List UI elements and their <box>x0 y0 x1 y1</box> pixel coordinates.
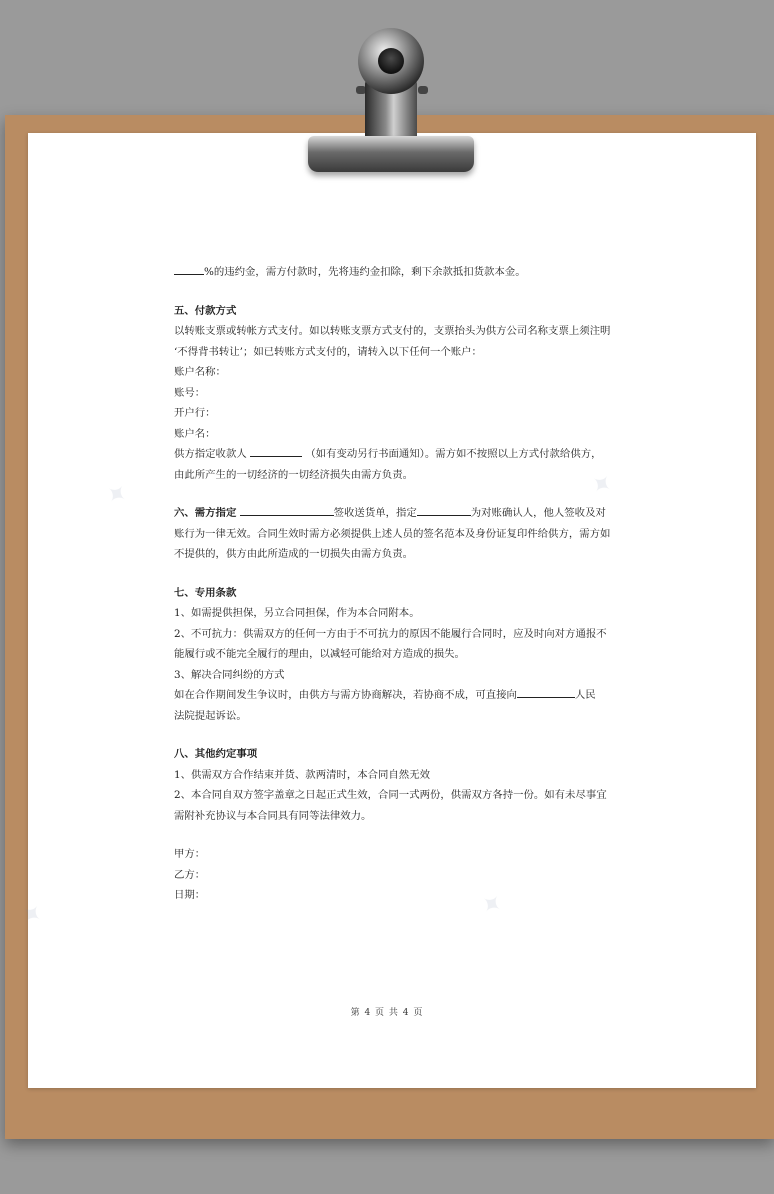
clip-hole <box>378 48 404 74</box>
payee-line2: 由此所产生的一切经济的一切经济损失由需方负责。 <box>174 468 413 481</box>
binder-clip-icon <box>308 136 474 172</box>
date-label: 日期： <box>174 889 206 901</box>
account-name-label: 账户名称： <box>174 366 226 378</box>
section7-line: 2、不可抗力：供需双方的任何一方由于不可抗力的原因不能履行合同时，应及时向对方通报不 <box>174 627 607 640</box>
document-body <box>174 262 614 906</box>
dispute-line: 如在合作期间发生争议时，由供方与需方协商解决，若协商不成，可直接向 人民 <box>174 685 614 706</box>
section7-line: 3、解决合同纠纷的方式 <box>174 668 285 681</box>
section8-line: 2、本合同自双方签字盖章之日起正式生效，合同一式两份，供需双方各持一份。如有未尽事宜 <box>174 789 607 801</box>
watermark: ✦ <box>13 896 49 934</box>
section7-line: 1、如需提供担保，另立合同担保，作为本合同附本。 <box>174 607 420 619</box>
watermark: ✦ <box>98 476 134 514</box>
watermark: ✦ <box>583 466 619 504</box>
section5-line: 以转账支票或转帐方式支付。如以转账支票方式支付的，支票抬头为供方公司名称支票上须注明 <box>174 325 611 337</box>
party-a-label: 甲方： <box>174 848 206 860</box>
payee-line: 供方指定收款人 （如有变动另行书面通知）。需方如不按照以上方式付款给供方， <box>174 444 614 465</box>
account-holder-label: 账户名： <box>174 427 216 440</box>
section8-heading: 八、其他约定事项 <box>174 748 258 760</box>
bank-label: 开户行： <box>174 407 216 419</box>
section6-line2: 账行为一律无效。合同生效时需方必须提供上述人员的签名范本及身份证复印件给供方，需方如 <box>174 527 611 540</box>
section6-line: 六、需方指定 签收送货单，指定 为对账确认人，他人签收及对 <box>174 503 614 524</box>
clip-wire-right <box>418 86 428 94</box>
account-number-label: 账号： <box>174 386 206 399</box>
intro-line: %的违约金，需方付款时，先将违约金扣除，剩下余款抵扣货款本金。 <box>174 262 614 283</box>
section7-line: 能履行或不能完全履行的理由，以减轻可能给对方造成的损失。 <box>174 648 465 660</box>
page-footer: 第 4 页 共 4 页 <box>350 1008 424 1018</box>
watermark: ✦ <box>473 886 509 924</box>
section8-line: 1、供需双方合作结束并货、款两清时，本合同自然无效 <box>174 768 430 781</box>
section5-heading: 五、付款方式 <box>174 304 237 317</box>
section6-line3: 不提供的，供方由此所造成的一切损失由需方负责。 <box>174 548 413 560</box>
dispute-line2: 法院提起诉讼。 <box>174 709 247 722</box>
party-b-label: 乙方： <box>174 868 206 881</box>
section5-line: ‘不得背书转让’；如已转账方式支付的，请转入以下任何一个账户： <box>174 345 482 358</box>
section8-line: 需附补充协议与本合同具有同等法律效力。 <box>174 809 372 822</box>
section7-heading: 七、专用条款 <box>174 586 237 599</box>
